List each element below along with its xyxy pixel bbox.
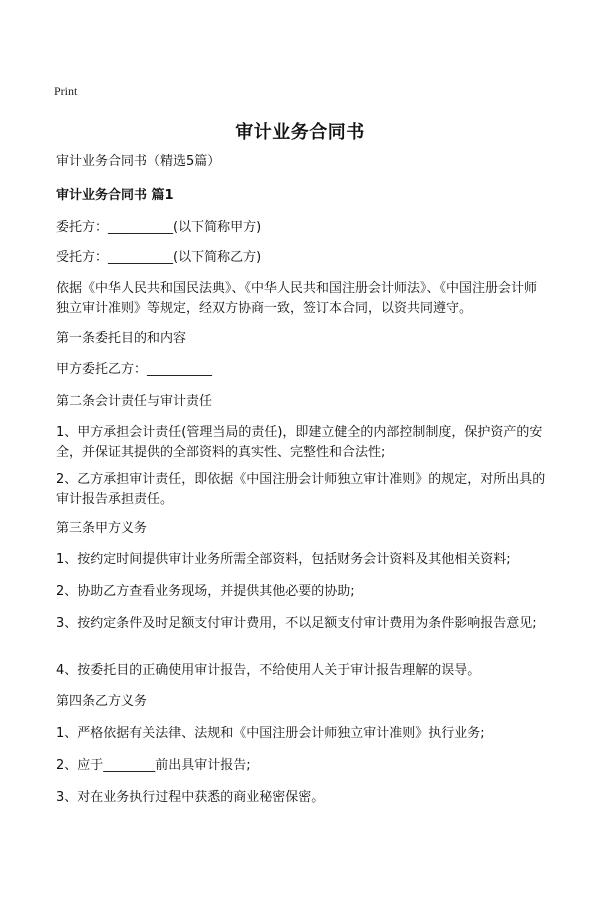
section-heading: 审计业务合同书 篇1 bbox=[56, 188, 174, 203]
article-2-heading: 第二条会计责任与审计责任 bbox=[56, 394, 213, 409]
document-title: 审计业务合同书 bbox=[235, 122, 365, 143]
paragraph-entrustment: 甲方委托乙方：__________ bbox=[56, 362, 213, 377]
paragraph-audit-responsibility: 2、乙方承担审计责任，即依据《中国注册会计师独立审计准则》的规定，对所出具的审计报告承担责任。 bbox=[56, 472, 546, 507]
paragraph-party-b-duty-3: 3、对在业务执行过程中获悉的商业秘密保密。 bbox=[56, 790, 325, 805]
article-4-heading: 第四条乙方义务 bbox=[56, 694, 148, 709]
paragraph-basis: 依据《中华人民共和国民法典》、《中华人民共和国注册会计师法》、《中国注册会计师独立审计准则》等规定，经双方协商一致，签订本合同，以资共同遵守。 bbox=[56, 281, 538, 316]
paragraph-party-a-duty-3: 3、按约定条件及时足额支付审计费用，不以足额支付审计费用为条件影响报告意见; bbox=[56, 616, 537, 631]
paragraph-client: 委托方：__________(以下简称甲方) bbox=[56, 220, 262, 235]
paragraph-contractor: 受托方：__________(以下简称乙方) bbox=[56, 250, 262, 265]
paragraph-party-a-duty-4: 4、按委托目的正确使用审计报告，不给使用人关于审计报告理解的误导。 bbox=[56, 663, 481, 678]
paragraph-party-b-duty-2: 2、应于________前出具审计报告; bbox=[56, 758, 251, 773]
paragraph-party-a-duty-2: 2、协助乙方查看业务现场，并提供其他必要的协助; bbox=[56, 584, 355, 599]
article-1-heading: 第一条委托目的和内容 bbox=[56, 331, 187, 346]
paragraph-accounting-responsibility: 1、甲方承担会计责任(管理当局的责任)，即建立健全的内部控制制度，保护资产的安全，并保证其提供的全部资料的真实性、完整性和合法性; bbox=[56, 425, 543, 460]
article-3-heading: 第三条甲方义务 bbox=[56, 521, 148, 536]
paragraph-party-a-duty-1: 1、按约定时间提供审计业务所需全部资料，包括财务会计资料及其他相关资料; bbox=[56, 552, 511, 567]
print-label[interactable]: Print bbox=[54, 84, 78, 98]
document-subtitle: 审计业务合同书（精选5篇） bbox=[56, 154, 221, 169]
paragraph-party-b-duty-1: 1、严格依据有关法律、法规和《中国注册会计师独立审计准则》执行业务; bbox=[56, 726, 485, 741]
